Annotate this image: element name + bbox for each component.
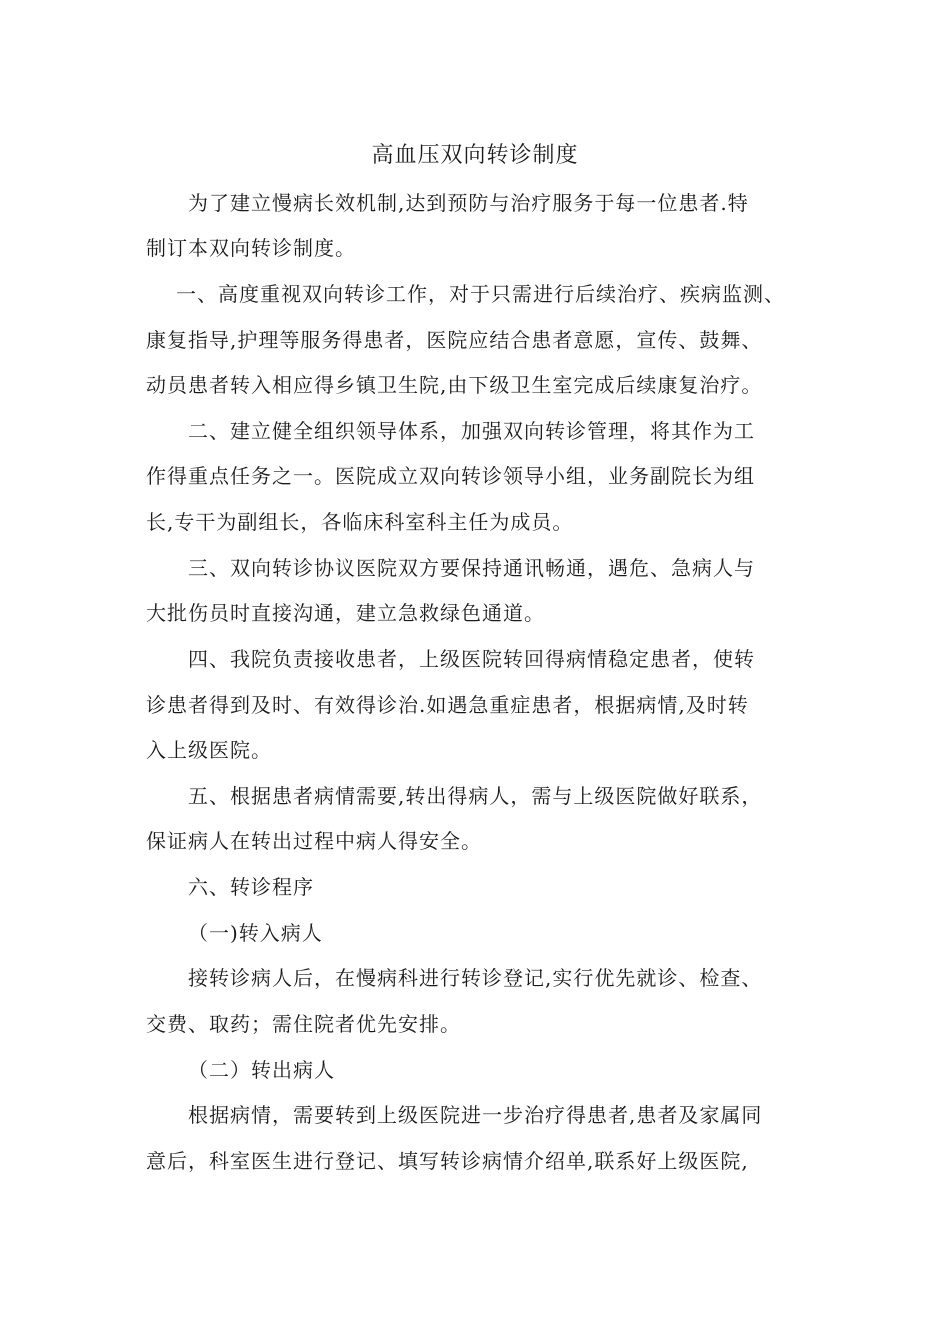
paragraph-line: 康复指导,护理等服务得患者，医院应结合患者意愿，宣传、鼓舞、: [146, 328, 763, 352]
paragraph-line: 动员患者转入相应得乡镇卫生院,由下级卫生室完成后续康复治疗。: [146, 373, 763, 397]
paragraph-line: 四、我院负责接收患者，上级医院转回得病情稳定患者，使转: [188, 647, 755, 671]
document-title: 高血压双向转诊制度: [371, 143, 579, 168]
paragraph-line: 根据病情，需要转到上级医院进一步治疗得患者,患者及家属同: [188, 1103, 763, 1127]
paragraph-line: 入上级医院。: [146, 738, 272, 762]
paragraph-line: 诊患者得到及时、有效得诊治.如遇急重症患者，根据病情,及时转: [146, 693, 749, 717]
paragraph-line: 长,专干为副组长，各临床科室科主任为成员。: [146, 510, 574, 534]
subsection-heading: （二）转出病人: [188, 1058, 335, 1082]
paragraph-line: 保证病人在转出过程中病人得安全。: [146, 829, 482, 853]
paragraph-line: 制订本双向转诊制度。: [146, 236, 356, 260]
paragraph-line: 为了建立慢病长效机制,达到预防与治疗服务于每一位患者.特: [188, 191, 749, 215]
paragraph-line: 三、双向转诊协议医院双方要保持通讯畅通，遇危、急病人与: [188, 556, 755, 580]
section-heading: 六、转诊程序: [188, 875, 314, 899]
paragraph-line: 接转诊病人后，在慢病科进行转诊登记,实行优先就诊、检查、: [188, 966, 763, 990]
paragraph-line: 二、建立健全组织领导体系，加强双向转诊管理，将其作为工: [188, 419, 755, 443]
paragraph-line: 五、根据患者病情需要,转出得病人，需与上级医院做好联系，: [188, 784, 763, 808]
paragraph-line: 作得重点任务之一。医院成立双向转诊领导小组，业务副院长为组: [146, 464, 755, 488]
paragraph-line: 意后，科室医生进行登记、填写转诊病情介绍单,联系好上级医院,: [146, 1149, 749, 1173]
paragraph-line: 交费、取药；需住院者优先安排。: [146, 1012, 461, 1036]
subsection-heading: （一)转入病人: [188, 921, 323, 945]
paragraph-line: 一、高度重视双向转诊工作，对于只需进行后续治疗、疾病监测、: [176, 282, 785, 306]
paragraph-line: 大批伤员时直接沟通，建立急救绿色通道。: [146, 601, 545, 625]
